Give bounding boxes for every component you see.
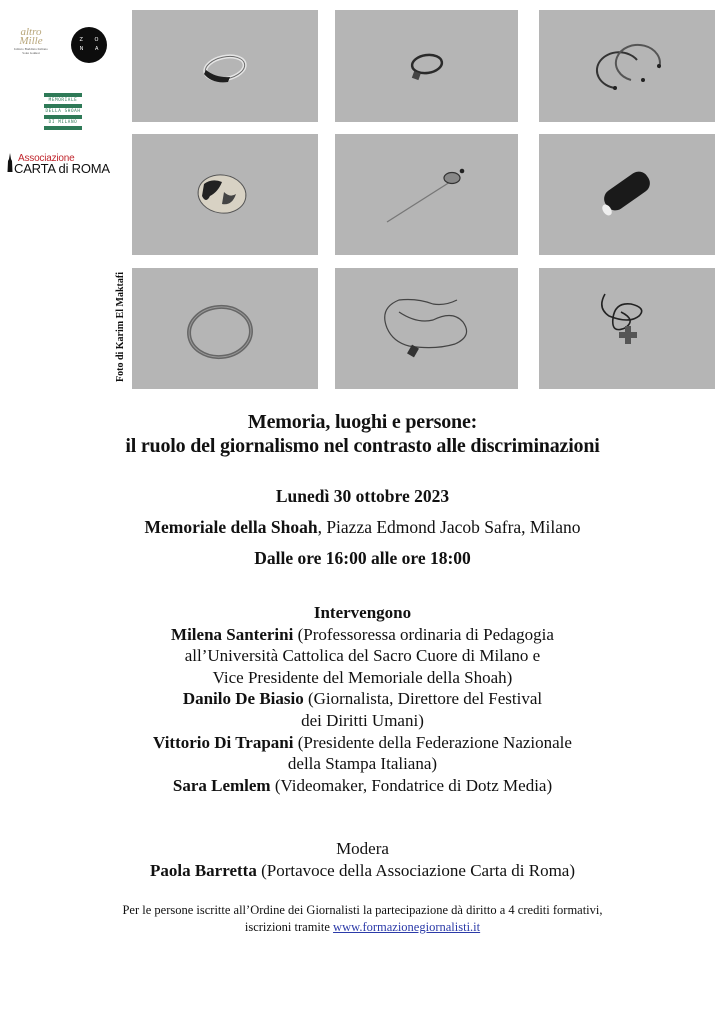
event-date: Lunedì 30 ottobre 2023 (275, 486, 450, 506)
photo-hat-pin (335, 134, 518, 255)
altro-mille-logo (12, 28, 50, 62)
speaker-item (0, 732, 725, 754)
necklace-icon (335, 268, 518, 389)
carta-di-roma-logo-main: CARTA di ROMA (14, 161, 110, 176)
ring-icon (335, 10, 518, 122)
speaker-item (0, 775, 725, 797)
memoriale-logo-line-2: DELLA SHOAH (45, 109, 81, 114)
credits-note (0, 902, 725, 936)
photo-ring-stone (335, 10, 518, 122)
speaker-role: (Professoressa ordinaria di Pedagogia (293, 624, 554, 644)
moderator-item (0, 860, 725, 882)
event-title-line-1: Memoria, luoghi e persone: (247, 411, 478, 433)
memoriale-shoah-logo (44, 93, 82, 137)
speaker-role-line: dei Diritti Umani) (301, 710, 424, 730)
logo-stripe (44, 126, 82, 130)
speaker-role-line: Vice Presidente del Memoriale della Shoah) (212, 667, 513, 687)
moderator-role: (Portavoce della Associazione Carta di Roma) (256, 861, 576, 880)
speakers-section (0, 602, 725, 796)
event-hours: Dalle ore 16:00 alle ore 18:00 (254, 548, 471, 568)
credits-note-line-2 (0, 919, 725, 936)
photo-earrings (539, 10, 715, 122)
band-icon (132, 268, 318, 389)
photo-coin (132, 134, 318, 255)
credits-note-prefix: iscrizioni tramite (244, 920, 334, 934)
registration-link[interactable]: www.formazionegiornalisti.it (333, 920, 481, 934)
moderator-section (0, 838, 725, 882)
memoriale-logo-line-3: DI MILANO (48, 120, 78, 125)
speaker-name: Milena Santerini (171, 624, 294, 644)
necklace-icon (539, 268, 715, 389)
speakers-heading: Intervengono (313, 603, 412, 622)
altro-mille-logo-subtitle: Istituto Buddista Italiano Soka Gakkai (14, 47, 48, 55)
moderator-name: Paola Barretta (149, 861, 257, 880)
zona-logo-line-1: Z O (79, 37, 104, 43)
coin-icon (132, 134, 318, 255)
speaker-role: (Presidente della Federazione Nazionale (293, 732, 572, 752)
event-venue (0, 517, 725, 538)
venue-name: Memoriale della Shoah (144, 517, 318, 537)
photo-ring-dark-band (132, 10, 318, 122)
speaker-role: (Giornalista, Direttore del Festival (303, 689, 543, 709)
spool-icon (539, 134, 715, 255)
speaker-role-line: all’Università Cattolica del Sacro Cuore di Milano e (184, 646, 541, 666)
zona-logo-line-2: N A (79, 46, 104, 52)
zona-logo (71, 27, 107, 63)
speaker-name: Vittorio Di Trapani (153, 732, 294, 752)
carta-di-roma-logo (7, 153, 112, 179)
venue-address: , Piazza Edmond Jacob Safra, Milano (317, 517, 581, 537)
speaker-role-line: della Stampa Italiana) (287, 754, 438, 774)
pin-icon (335, 134, 518, 255)
carta-di-roma-logo-top: Associazione (18, 153, 75, 164)
photo-wedding-band (132, 268, 318, 389)
moderator-heading: Modera (336, 839, 389, 858)
event-title (0, 410, 725, 458)
speaker-name: Sara Lemlem (172, 775, 271, 795)
altro-mille-logo-name: altro Mille (19, 26, 43, 47)
credits-note-line-1: Per le persone iscritte all’Ordine dei Giornalisti la partecipazione dà diritto a 4 crediti formativi, (122, 903, 603, 917)
speaker-name: Danilo De Biasio (182, 689, 304, 709)
speaker-role: (Videomaker, Fondatrice di Dotz Media) (270, 775, 553, 795)
speaker-item (0, 624, 725, 646)
event-title-line-2: il ruolo del giornalismo nel contrasto alle discriminazioni (125, 435, 600, 457)
speaker-item (0, 688, 725, 710)
photo-credit: Foto di Karim El Maktafi (115, 272, 126, 382)
ring-icon (132, 10, 318, 122)
photo-cord-necklace (335, 268, 518, 389)
photo-thread-spool (539, 134, 715, 255)
earrings-icon (539, 10, 715, 122)
memoriale-logo-line-1: MEMORIALE (48, 98, 78, 103)
tower-icon (7, 153, 13, 172)
photo-cross-necklace (539, 268, 715, 389)
